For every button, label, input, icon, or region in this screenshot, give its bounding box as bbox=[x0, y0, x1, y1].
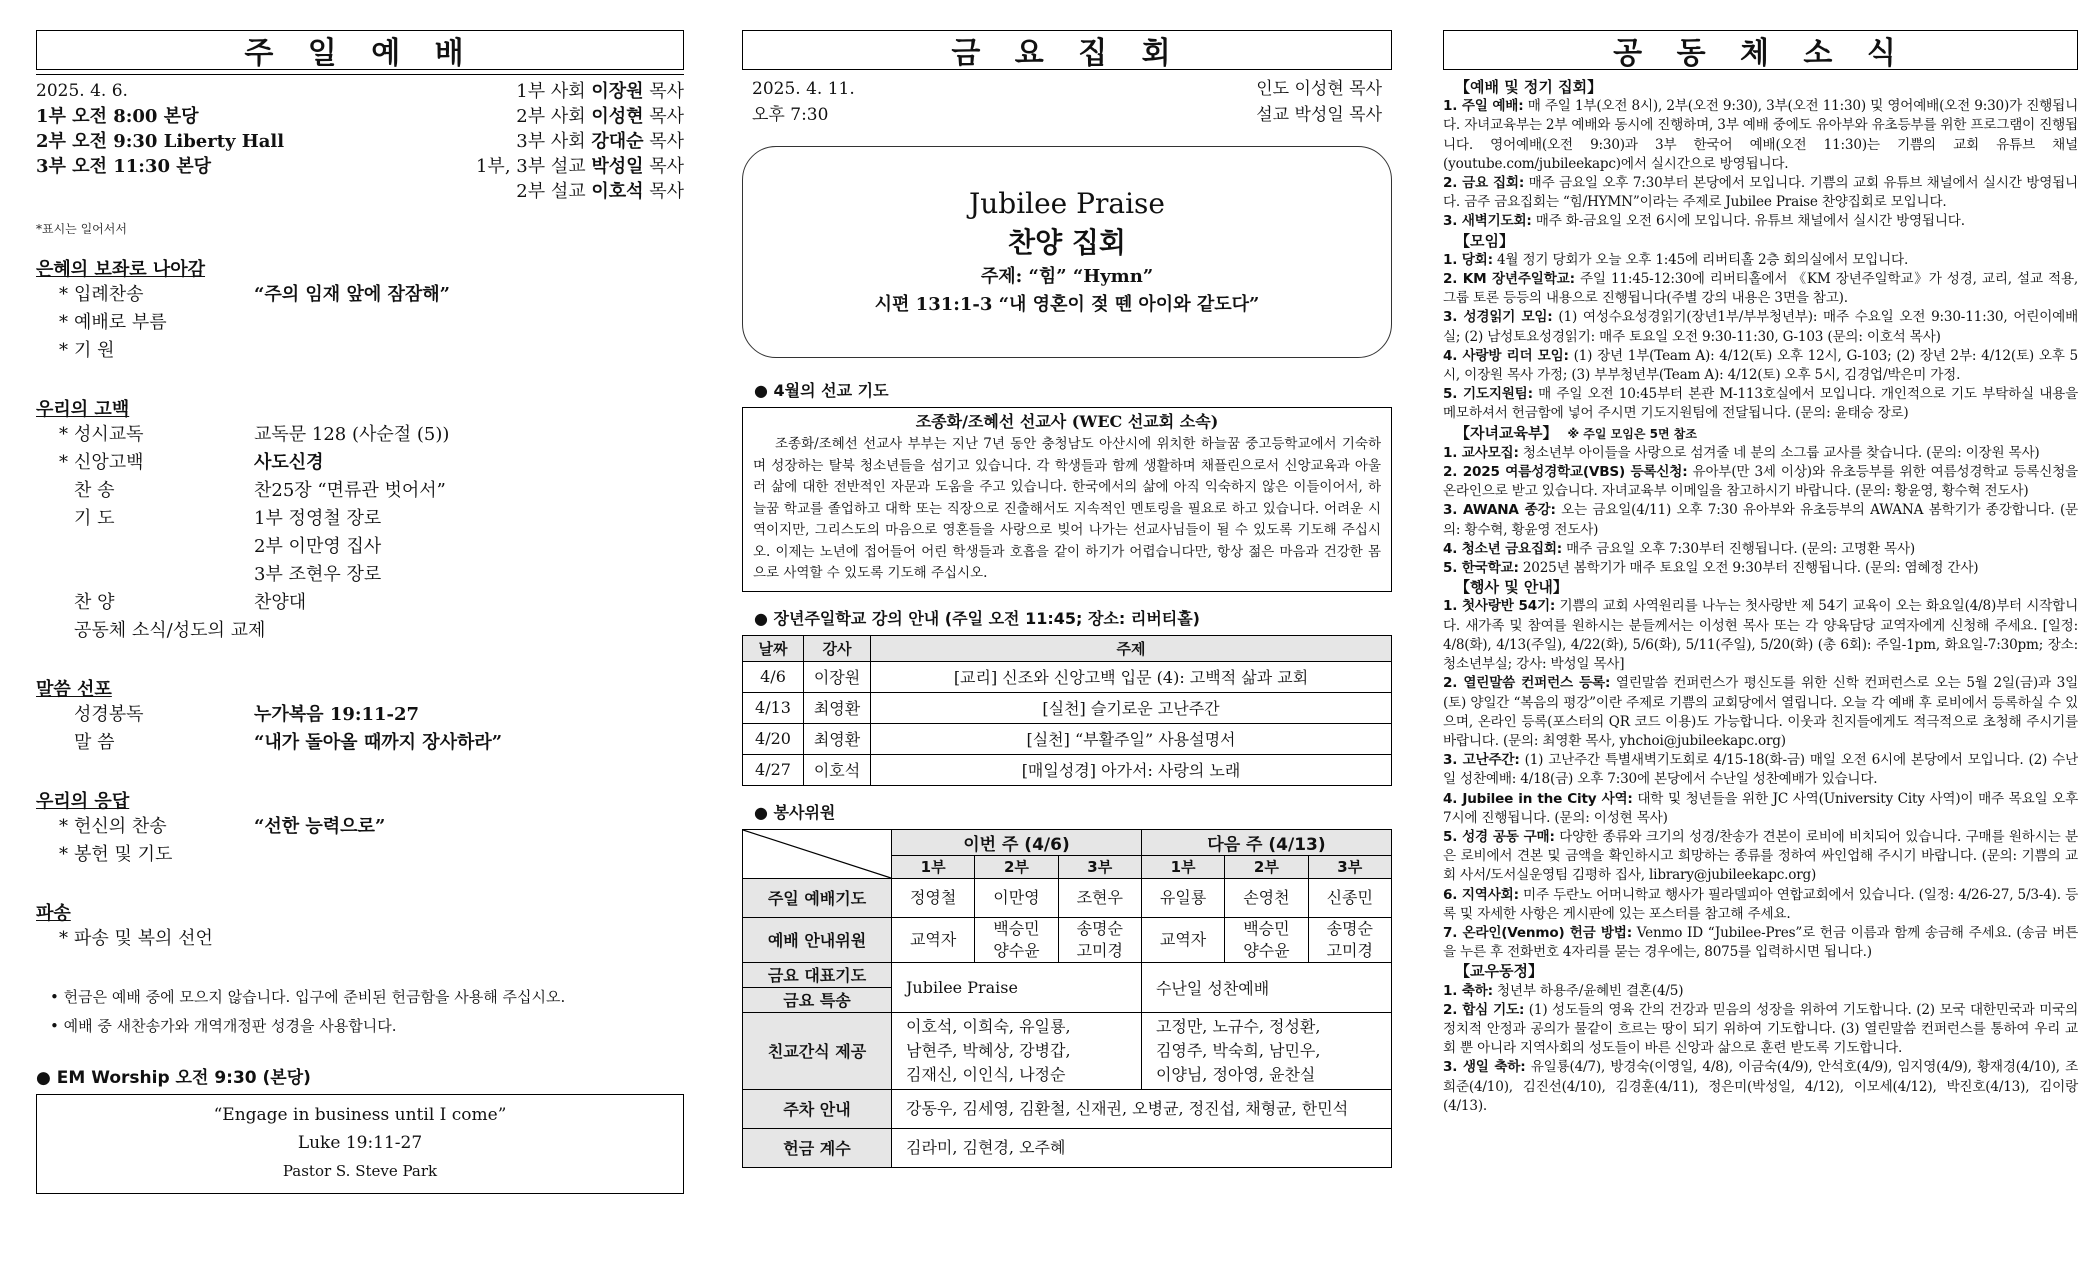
service-item bbox=[36, 617, 684, 645]
standing-mark: * bbox=[59, 928, 68, 949]
service-time: 1부 오전 8:00 본당 bbox=[36, 106, 199, 127]
item-name: 기 도 bbox=[74, 508, 115, 529]
standing-mark: * bbox=[59, 844, 68, 865]
praise-psalm: 시편 131:1-3 “내 영혼이 젖 뗀 아이와 같도다” bbox=[874, 294, 1260, 315]
lecture-row bbox=[743, 692, 1392, 723]
praise-theme: 주제: “힘” “Hymn” bbox=[980, 266, 1154, 287]
section-title: 은혜의 보좌로 나아감 bbox=[36, 259, 206, 280]
praise-title-en: Jubilee Praise bbox=[969, 187, 1165, 220]
part-header: 1부 bbox=[1141, 855, 1224, 878]
item-name: 파송 및 복의 선언 bbox=[74, 928, 213, 949]
service-item bbox=[36, 841, 684, 869]
volunteer-cell: 송명순 고미경 bbox=[1058, 917, 1141, 962]
service-item bbox=[36, 589, 684, 617]
news-item-lead: 5. 기도지원팀: bbox=[1443, 386, 1533, 403]
service-item bbox=[36, 813, 684, 841]
leader-name: 이장원 bbox=[591, 81, 644, 102]
news-item: 4. 청소년 금요집회: 매주 금요일 오후 7:30부터 진행됩니다. (문의: 고명환 목사) bbox=[1443, 540, 1916, 557]
item-value bbox=[254, 309, 684, 337]
item-name: 찬 송 bbox=[74, 480, 115, 501]
news-item-lead: 1. 축하: bbox=[1443, 982, 1493, 999]
lecture-cell: 최영환 bbox=[804, 723, 871, 754]
friday-info bbox=[742, 70, 1392, 128]
news-item: 4. 사랑방 리더 모임: (1) 장년 1부(Team A): 4/12(토) 오후 12시, G-103; (2) 장년 2부: 4/12(토) 오후 5시, 이장원 목사 가정; (3) 부부청년부(Team A): 4/12(토) 오후 5시, 김경업/박은미 가정. bbox=[1443, 347, 2078, 384]
service-date: 2025. 4. 6. bbox=[36, 81, 128, 101]
item-value bbox=[254, 337, 684, 365]
section-title: 우리의 고백 bbox=[36, 399, 130, 420]
service-time: 2부 오전 9:30 Liberty Hall bbox=[36, 131, 285, 152]
news-item-lead: 2. 2025 여름성경학교(VBS) 등록신청: bbox=[1443, 464, 1688, 481]
standing-mark: * bbox=[59, 284, 68, 305]
standing-mark bbox=[36, 729, 74, 757]
news-item-lead: 1. 당회: bbox=[1443, 251, 1493, 268]
item-value: 찬양대 bbox=[254, 592, 307, 613]
mission-title: ● 4월의 선교 기도 bbox=[754, 381, 889, 400]
bullet-note: • 헌금은 예배 중에 모으지 않습니다. 입구에 준비된 헌금함을 사용해 주십시오. bbox=[50, 988, 566, 1006]
news-item-lead: 4. 사랑방 리더 모임: bbox=[1443, 347, 1569, 364]
lecture-cell: [실천] “부활주일” 사용설명서 bbox=[871, 723, 1392, 754]
standing-mark bbox=[36, 533, 74, 561]
standing-note: *표시는 일어서서 bbox=[36, 222, 127, 236]
service-times bbox=[36, 79, 284, 204]
news-item-lead: 2. 열린말씀 컨퍼런스 등록: bbox=[1443, 675, 1611, 692]
snack-this-week: 이호석, 이희숙, 유일룡, 남현주, 박혜상, 강병갑, 김재신, 이인식, 나정순 bbox=[892, 1012, 1142, 1089]
service-item bbox=[36, 337, 684, 365]
news-section-title: 【모임】 bbox=[1455, 231, 1514, 250]
news-item: 2. KM 장년주일학교: 주일 11:45-12:30에 리버티홀에서 《KM 장년주일학교》가 성경, 교리, 설교 적용, 그룹 토론 등등의 내용으로 진행됩니다(주별 강의 내용은 3면을 참고). bbox=[1443, 271, 2079, 307]
news-heading: 공 동 체 소 식 bbox=[1443, 30, 2078, 70]
this-week-header: 이번 주 (4/6) bbox=[892, 829, 1142, 855]
leader-name: 강대순 bbox=[591, 131, 644, 152]
praise-box bbox=[742, 146, 1392, 358]
volunteer-title: ● 봉사위원 bbox=[754, 802, 836, 822]
standing-mark: * bbox=[59, 340, 68, 361]
worship-notes bbox=[36, 983, 684, 1041]
item-value: 교독문 128 (사순절 (5)) bbox=[254, 424, 450, 445]
lecture-title: ● 장년주일학교 강의 안내 (주일 오전 11:45; 장소: 리버티홀) bbox=[754, 608, 1200, 628]
service-item bbox=[36, 533, 684, 561]
item-value: 3부 조현우 장로 bbox=[254, 564, 382, 585]
service-leader: 3부 사회 강대순 목사 bbox=[516, 131, 684, 152]
praise-title-ko: 찬양 집회 bbox=[1008, 226, 1126, 259]
friday-next-week: 수난일 성찬예배 bbox=[1141, 962, 1391, 1012]
news-item-lead: 5. 성경 공동 구매: bbox=[1443, 828, 1555, 845]
news-item: 5. 한국학교: 2025년 봄학기가 매주 토요일 오전 9:30부터 진행됩니다. (문의: 염혜정 간사) bbox=[1443, 560, 1979, 577]
mission-body: 조종화/조혜선 선교사 부부는 지난 7년 동안 충청남도 아산시에 위치한 하늘꿈 중고등학교에서 기숙하며 성장하는 탈북 청소년들을 섬기고 있습니다. 각 학생들과 함께 생활하며 채플린으로서 신앙교육과 아울러 삶에 대한 전반적인 자문과 도움을 주고 있습니다. 한국에서의 삶에 아직 익숙하지 않은 이들이어서, 하늘꿈 학교를 졸업하고 대학 또는 직장으로 진출해서도 지속적인 멘토링을 필요로 하고 있습니다. 어려운 시역이지만, 그리스도의 마음으로 영혼들을 사랑으로 빚어 나가는 선교사님들이 될 수 있도록 기도해 주십시오. 이제는 노년에 접어들어 어린 학생들과 호흡을 같이 하기가 어렵습니다만, 항상 젊은 마음과 건강한 몸으로 사역할 수 있도록 기도해 주십시오. bbox=[753, 436, 1381, 581]
part-header: 3부 bbox=[1308, 855, 1391, 878]
lecture-header: 강사 bbox=[804, 635, 871, 661]
snack-next-week: 고정만, 노규수, 정성환, 김영주, 박숙희, 남민우, 이양님, 정아영, 윤찬실 bbox=[1141, 1012, 1391, 1089]
volunteer-cell: 정영철 bbox=[892, 878, 975, 917]
news-item: 1. 첫사랑반 54기: 기쁨의 교회 사역원리를 나누는 첫사랑반 제 54기 교육이 오는 화요일(4/8)부터 시작합니다. 새가족 및 참여를 원하시는 분들께서는 이성현 목사 또는 각 양육담당 교역자에게 신청해 주세요. [일정: 4/8(화), 4/13(주일), 4/22(화), 5/6(화), 5/11(주일), 5/20(화) (총 6회): 주일-1pm, 화요일-7:30pm; 장소: 청소년부실; 강사: 박성일 목사] bbox=[1443, 598, 2078, 673]
part-header: 2부 bbox=[1225, 855, 1308, 878]
item-name: 봉헌 및 기도 bbox=[74, 844, 173, 865]
mission-box bbox=[742, 407, 1392, 592]
news-body bbox=[1443, 78, 2078, 1116]
news-item-lead: 1. 교사모집: bbox=[1443, 444, 1519, 461]
news-item: 6. 지역사회: 미주 두란노 어머니학교 행사가 필라델피아 연합교회에서 있습니다. (일정: 4/26-27, 5/3-4). 등록 및 자세한 사항은 게시판에 있는 포스터를 참고해 주세요. bbox=[1443, 886, 2079, 922]
news-item: 1. 주일 예배: 매 주일 1부(오전 8시), 2부(오전 9:30), 3부(오전 11:30) 및 영어예배(오전 9:30)가 진행됩니다. 자녀교육부는 2부 예배와 동시에 진행하며, 3부 예배 중에도 유아부와 유초등부를 위한 프로그램이 진행됩니다. 영어예배(오전 9:30)과 3부 한국어 예배(오전 11:30)는 기쁨의 교회 유튜브 채널(youtube.com/jubileekapc)에서 실시간으로 방영됩니다. bbox=[1443, 98, 2078, 172]
bullet-note: • 예배 중 새찬송가와 개역개정판 성경을 사용합니다. bbox=[50, 1017, 397, 1035]
news-section-note: ※ 주일 모임은 5면 참조 bbox=[1567, 426, 1697, 441]
order-of-service bbox=[36, 255, 684, 953]
news-item: 5. 기도지원팀: 매 주일 오전 10:45부터 본관 M-113호실에서 모입니다. 개인적으로 기도 부탁하실 내용을 메모하셔서 헌금함에 넣어 주시면 기도지원팀에 전달됩니다. (문의: 윤태승 장로) bbox=[1443, 386, 2078, 422]
news-item: 2. 열린말씀 컨퍼런스 등록: 열린말씀 컨퍼런스가 평신도를 위한 신학 컨퍼런스로 오는 5월 2일(금)과 3일(토) 양일간 “복음의 평강”이란 주제로 기쁨의 교회당에서 열립니다. 오늘 각 예배 후 로비에서 등록하실 수 있으며, 온라인 등록(포스터의 QR 코드 이용)도 가능합니다. 이웃과 친지들에게도 적극적으로 초청해 주시기를 바랍니다. (문의: 최영환 목사, yhchoi@jubileekapc.org) bbox=[1443, 675, 2078, 749]
news-item: 2. 합심 기도: (1) 성도들의 영육 간의 건강과 믿음의 성장을 위하여 기도합니다. (2) 모국 대한민국과 미국의 정치적 안정과 공의가 물같이 흐르는 땅이 되기 위하여 기도합니다. (3) 열린말씀 컨퍼런스를 통하여 우리 교회 뿐 아니라 지역사회의 성도들이 바른 신앙과 삶으로 훈련 받도록 기도합니다. bbox=[1443, 1001, 2078, 1057]
news-item: 1. 당회: 4월 정기 당회가 오늘 오후 1:45에 리버티홀 2층 회의실에서 모입니다. bbox=[1443, 251, 1909, 268]
volunteer-label: 예배 안내위원 bbox=[743, 917, 892, 962]
volunteer-cell: 송명순 고미경 bbox=[1308, 917, 1391, 962]
news-item-lead: 1. 주일 예배: bbox=[1443, 98, 1524, 115]
section-title: 말씀 선포 bbox=[36, 679, 112, 700]
item-name: 성시교독 bbox=[74, 424, 144, 445]
standing-mark: * bbox=[59, 424, 68, 445]
standing-mark bbox=[36, 561, 74, 589]
news-section-title: 【예배 및 정기 집회】 bbox=[1455, 78, 1603, 96]
service-item bbox=[36, 729, 684, 757]
news-item: 5. 성경 공동 구매: 다양한 종류와 크기의 성경/찬송가 견본이 로비에 비치되어 있습니다. 구매를 원하시는 분은 로비에서 견본 및 금액을 확인하시고 희망하는 종류를 정하여 싸인업해 주시기 바랍니다. (문의: 기쁨의 교회 사서/도서실운영팀 김평하 집사, library@jubileekapc.org) bbox=[1443, 828, 2078, 884]
item-name: 말 씀 bbox=[74, 732, 115, 753]
news-item-lead: 2. KM 장년주일학교: bbox=[1443, 271, 1575, 288]
volunteer-row bbox=[743, 917, 1392, 962]
news-item-lead: 3. 고난주간: bbox=[1443, 752, 1520, 769]
service-info bbox=[36, 79, 684, 204]
friday-this-week: Jubilee Praise bbox=[892, 962, 1142, 1012]
volunteer-cell: 이만영 bbox=[975, 878, 1058, 917]
snack-label: 친교간식 제공 bbox=[743, 1012, 892, 1089]
item-name: 공동체 소식/성도의 교제 bbox=[74, 620, 266, 641]
volunteer-cell: 교역자 bbox=[1141, 917, 1224, 962]
lecture-cell: 4/27 bbox=[743, 754, 804, 785]
item-name: 예배로 부름 bbox=[74, 312, 167, 333]
lecture-cell: [매일성경] 아가서: 사랑의 노래 bbox=[871, 754, 1392, 785]
service-time: 3부 오전 11:30 본당 bbox=[36, 156, 212, 177]
news-section-title: 【행사 및 안내】 bbox=[1455, 578, 1568, 597]
leader-name: 박성일 bbox=[591, 156, 644, 177]
news-item: 4. Jubilee in the City 사역: 대학 및 청년들을 위한 JC 사역(University City 사역)이 매주 목요일 오후 7시에 진행됩니다. (문의: 이성현 목사) bbox=[1443, 790, 2078, 826]
news-item: 2. 2025 여름성경학교(VBS) 등록신청: 유아부(만 3세 이상)와 유초등부를 위한 여름성경학교 등록신청을 온라인으로 받고 있습니다. 자녀교육부 이메일을 참고하시기 바랍니다. (문의: 황윤영, 황수혁 전도사) bbox=[1443, 464, 2078, 500]
standing-mark: * bbox=[59, 452, 68, 473]
parking-label: 주차 안내 bbox=[743, 1089, 892, 1128]
news-section-title: 【교우동정】 bbox=[1455, 962, 1543, 981]
news-item-lead: 7. 온라인(Venmo) 헌금 방법: bbox=[1443, 924, 1632, 941]
item-value: 누가복음 19:11-27 bbox=[254, 704, 420, 725]
service-leader: 1부, 3부 설교 박성일 목사 bbox=[475, 156, 684, 177]
news-item: 3. 새벽기도회: 매주 화-금요일 오전 6시에 모입니다. 유튜브 채널에서 실시간 방영됩니다. bbox=[1443, 213, 1965, 230]
news-item: 7. 온라인(Venmo) 헌금 방법: Venmo ID “Jubilee-Pres”로 헌금 이름과 함께 송금해 주세요. (송금 버튼을 누른 후 전화번호 4자리를 묻는 경우에는, 8075를 입력하시면 됩니다.) bbox=[1443, 924, 2078, 961]
lecture-cell: 4/20 bbox=[743, 723, 804, 754]
volunteer-row bbox=[743, 878, 1392, 917]
community-news-column bbox=[1443, 30, 2078, 1116]
lecture-cell: 4/13 bbox=[743, 692, 804, 723]
lecture-title-text: 장년주일학교 강의 안내 (주일 오전 11:45; 장소: 리버티홀) bbox=[773, 608, 1200, 628]
volunteer-title-text: 봉사위원 bbox=[773, 802, 836, 822]
item-value: 찬25장 “면류관 벗어서” bbox=[254, 480, 446, 501]
volunteer-cell: 유일룡 bbox=[1141, 878, 1224, 917]
part-header: 3부 bbox=[1058, 855, 1141, 878]
item-name: 찬 양 bbox=[74, 592, 115, 613]
part-header: 1부 bbox=[892, 855, 975, 878]
friday-time: 오후 7:30 bbox=[752, 105, 829, 125]
sunday-worship-column bbox=[36, 30, 684, 1194]
em-worship-label: EM Worship 오전 9:30 (본당) bbox=[56, 1068, 311, 1088]
news-item: 1. 축하: 청년부 하용주/윤혜빈 결혼(4/5) bbox=[1443, 982, 1684, 999]
item-name bbox=[74, 561, 254, 589]
lecture-cell: [교리] 신조와 신앙고백 입문 (4): 고백적 삶과 교회 bbox=[871, 661, 1392, 692]
diagonal-cell bbox=[743, 829, 892, 878]
section-title: 파송 bbox=[36, 903, 71, 924]
standing-mark: * bbox=[59, 312, 68, 333]
item-value: 사도신경 bbox=[254, 452, 324, 473]
service-item bbox=[36, 505, 684, 533]
sunday-heading: 주 일 예 배 bbox=[36, 30, 684, 70]
news-item: 3. AWANA 종강: 오는 금요일(4/11) 오후 7:30 유아부와 유초등부의 AWANA 봄학기가 종강합니다. (문의: 황수혁, 황윤영 전도사) bbox=[1443, 502, 2078, 538]
news-item-lead: 3. AWANA 종강: bbox=[1443, 502, 1556, 519]
item-name: 신앙고백 bbox=[74, 452, 144, 473]
part-header: 2부 bbox=[975, 855, 1058, 878]
mission-names: 조종화/조혜선 선교사 (WEC 선교회 소속) bbox=[915, 412, 1219, 431]
volunteer-cell: 손영천 bbox=[1225, 878, 1308, 917]
news-section-title: 【자녀교육부】 ※ 주일 모임은 5면 참조 bbox=[1455, 423, 1697, 442]
item-value: “주의 임재 앞에 잠잠해” bbox=[254, 284, 450, 305]
lecture-row bbox=[743, 723, 1392, 754]
standing-mark bbox=[36, 477, 74, 505]
parking-names: 강동우, 김세영, 김환철, 신재권, 오병균, 정진섭, 채형균, 한민석 bbox=[892, 1089, 1392, 1128]
news-item-lead: 5. 한국학교: bbox=[1443, 560, 1519, 577]
news-item: 1. 교사모집: 청소년부 아이들을 사랑으로 섬겨줄 네 분의 소그룹 교사를 찾습니다. (문의: 이장원 목사) bbox=[1443, 444, 2040, 461]
news-item: 2. 금요 집회: 매주 금요일 오후 7:30부터 본당에서 모입니다. 기쁨의 교회 유튜브 채널에서 실시간 방영됩니다. 금주 금요집회는 “힘/HYMN”이라는 주제로 Jubilee Praise 찬양집회로 모입니다. bbox=[1443, 175, 2078, 211]
news-item: 3. 고난주간: (1) 고난주간 특별새벽기도회로 4/15-18(화-금) 매일 오전 6시에 본당에서 모입니다. (2) 수난일 성찬예배: 4/18(금) 오후 7:30에 본당에서 수난일 성찬예배가 있습니다. bbox=[1443, 752, 2078, 788]
lecture-table bbox=[742, 635, 1392, 786]
em-worship-box bbox=[36, 1094, 684, 1194]
service-item bbox=[36, 477, 684, 505]
item-value bbox=[265, 617, 684, 645]
lecture-cell: [실천] 슬기로운 고난주간 bbox=[871, 692, 1392, 723]
leader-name: 이성현 bbox=[591, 106, 644, 127]
volunteer-cell: 조현우 bbox=[1058, 878, 1141, 917]
em-worship-title: ● EM Worship 오전 9:30 (본당) bbox=[36, 1068, 311, 1088]
service-leader: 2부 설교 이호석 목사 bbox=[516, 181, 684, 202]
friday-rep-label: 금요 대표기도 bbox=[743, 962, 892, 987]
news-item-lead: 2. 금요 집회: bbox=[1443, 175, 1525, 192]
volunteer-table bbox=[742, 829, 1392, 1168]
news-item-lead: 2. 합심 기도: bbox=[1443, 1001, 1525, 1018]
service-leaders bbox=[476, 79, 684, 204]
item-name: 성경봉독 bbox=[74, 704, 144, 725]
offering-label: 헌금 계수 bbox=[743, 1128, 892, 1167]
friday-date: 2025. 4. 11. bbox=[752, 79, 855, 99]
news-item-lead: 4. Jubilee in the City 사역: bbox=[1443, 790, 1633, 807]
em-sermon-title: “Engage in business until I come” bbox=[213, 1105, 507, 1125]
item-value: “선한 능력으로” bbox=[254, 816, 386, 837]
mission-title-text: 4월의 선교 기도 bbox=[773, 381, 889, 400]
item-value: 2부 이만영 집사 bbox=[254, 536, 382, 557]
news-item-lead: 3. 새벽기도회: bbox=[1443, 213, 1532, 230]
standing-mark bbox=[36, 589, 74, 617]
divider bbox=[36, 74, 684, 75]
news-item-lead: 1. 첫사랑반 54기: bbox=[1443, 598, 1556, 615]
volunteer-label: 주일 예배기도 bbox=[743, 878, 892, 917]
item-name bbox=[74, 533, 254, 561]
service-leader: 1부 사회 이장원 목사 bbox=[516, 81, 684, 102]
service-leader: 2부 사회 이성현 목사 bbox=[516, 106, 684, 127]
news-item: 3. 성경읽기 모임: (1) 여성수요성경읽기(장년1부/부부청년부): 매주 수요일 오전 9:30-11:30, 어린이예배실; (2) 남성토요성경읽기: 매주 토요일 오전 9:30-11:30, G-103 (문의: 이호석 목사) bbox=[1443, 309, 2078, 345]
lecture-cell: 이호석 bbox=[804, 754, 871, 785]
item-name: 입례찬송 bbox=[74, 284, 144, 305]
volunteer-cell: 백승민 양수윤 bbox=[1225, 917, 1308, 962]
next-week-header: 다음 주 (4/13) bbox=[1141, 829, 1391, 855]
news-item-lead: 3. 성경읽기 모임: bbox=[1443, 309, 1553, 326]
standing-mark bbox=[36, 617, 74, 645]
volunteer-cell: 백승민 양수윤 bbox=[975, 917, 1058, 962]
friday-column bbox=[742, 30, 1392, 1168]
lecture-cell: 이장원 bbox=[804, 661, 871, 692]
em-scripture: Luke 19:11-27 bbox=[297, 1133, 423, 1153]
news-item-lead: 4. 청소년 금요집회: bbox=[1443, 540, 1563, 557]
service-item bbox=[36, 449, 684, 477]
friday-special-label: 금요 특송 bbox=[743, 987, 892, 1012]
diagonal-line bbox=[743, 830, 891, 878]
standing-mark bbox=[36, 505, 74, 533]
standing-mark: * bbox=[59, 816, 68, 837]
lecture-row bbox=[743, 661, 1392, 692]
item-name: 헌신의 찬송 bbox=[74, 816, 167, 837]
item-value bbox=[254, 925, 684, 953]
friday-preach: 설교 박성일 목사 bbox=[1256, 105, 1382, 125]
section-title: 우리의 응답 bbox=[36, 791, 130, 812]
lecture-row bbox=[743, 754, 1392, 785]
volunteer-cell: 교역자 bbox=[892, 917, 975, 962]
news-item-lead: 3. 생일 축하: bbox=[1443, 1059, 1526, 1076]
friday-lead: 인도 이성현 목사 bbox=[1256, 79, 1382, 99]
lecture-cell: 최영환 bbox=[804, 692, 871, 723]
news-item: 3. 생일 축하: 유일룡(4/7), 방경숙(이영일, 4/8), 이금숙(4/9), 안석호(4/9), 임지영(4/9), 황재경(4/10), 조희준(4/10), 김진선(4/10), 김경훈(4/11), 정은미(박성일, 4/12), 이모세(4/12), 박진호(4/13), 김이랑(4/13). bbox=[1443, 1059, 2078, 1114]
lecture-header: 날짜 bbox=[743, 635, 804, 661]
service-item bbox=[36, 701, 684, 729]
em-pastor: Pastor S. Steve Park bbox=[282, 1162, 438, 1180]
friday-heading: 금 요 집 회 bbox=[742, 30, 1392, 70]
volunteer-cell: 신종민 bbox=[1308, 878, 1391, 917]
item-value: 1부 정영철 장로 bbox=[254, 508, 382, 529]
leader-name: 이호석 bbox=[591, 181, 644, 202]
offering-names: 김라미, 김현경, 오주혜 bbox=[892, 1128, 1392, 1167]
service-item bbox=[36, 421, 684, 449]
service-item bbox=[36, 281, 684, 309]
lecture-header: 주제 bbox=[871, 635, 1392, 661]
item-value: “내가 돌아올 때까지 장사하라” bbox=[254, 732, 503, 753]
service-item bbox=[36, 925, 684, 953]
lecture-cell: 4/6 bbox=[743, 661, 804, 692]
item-value bbox=[254, 841, 684, 869]
item-name: 기 원 bbox=[74, 340, 115, 361]
standing-mark bbox=[36, 701, 74, 729]
service-item bbox=[36, 561, 684, 589]
news-item-lead: 6. 지역사회: bbox=[1443, 886, 1519, 903]
service-item bbox=[36, 309, 684, 337]
